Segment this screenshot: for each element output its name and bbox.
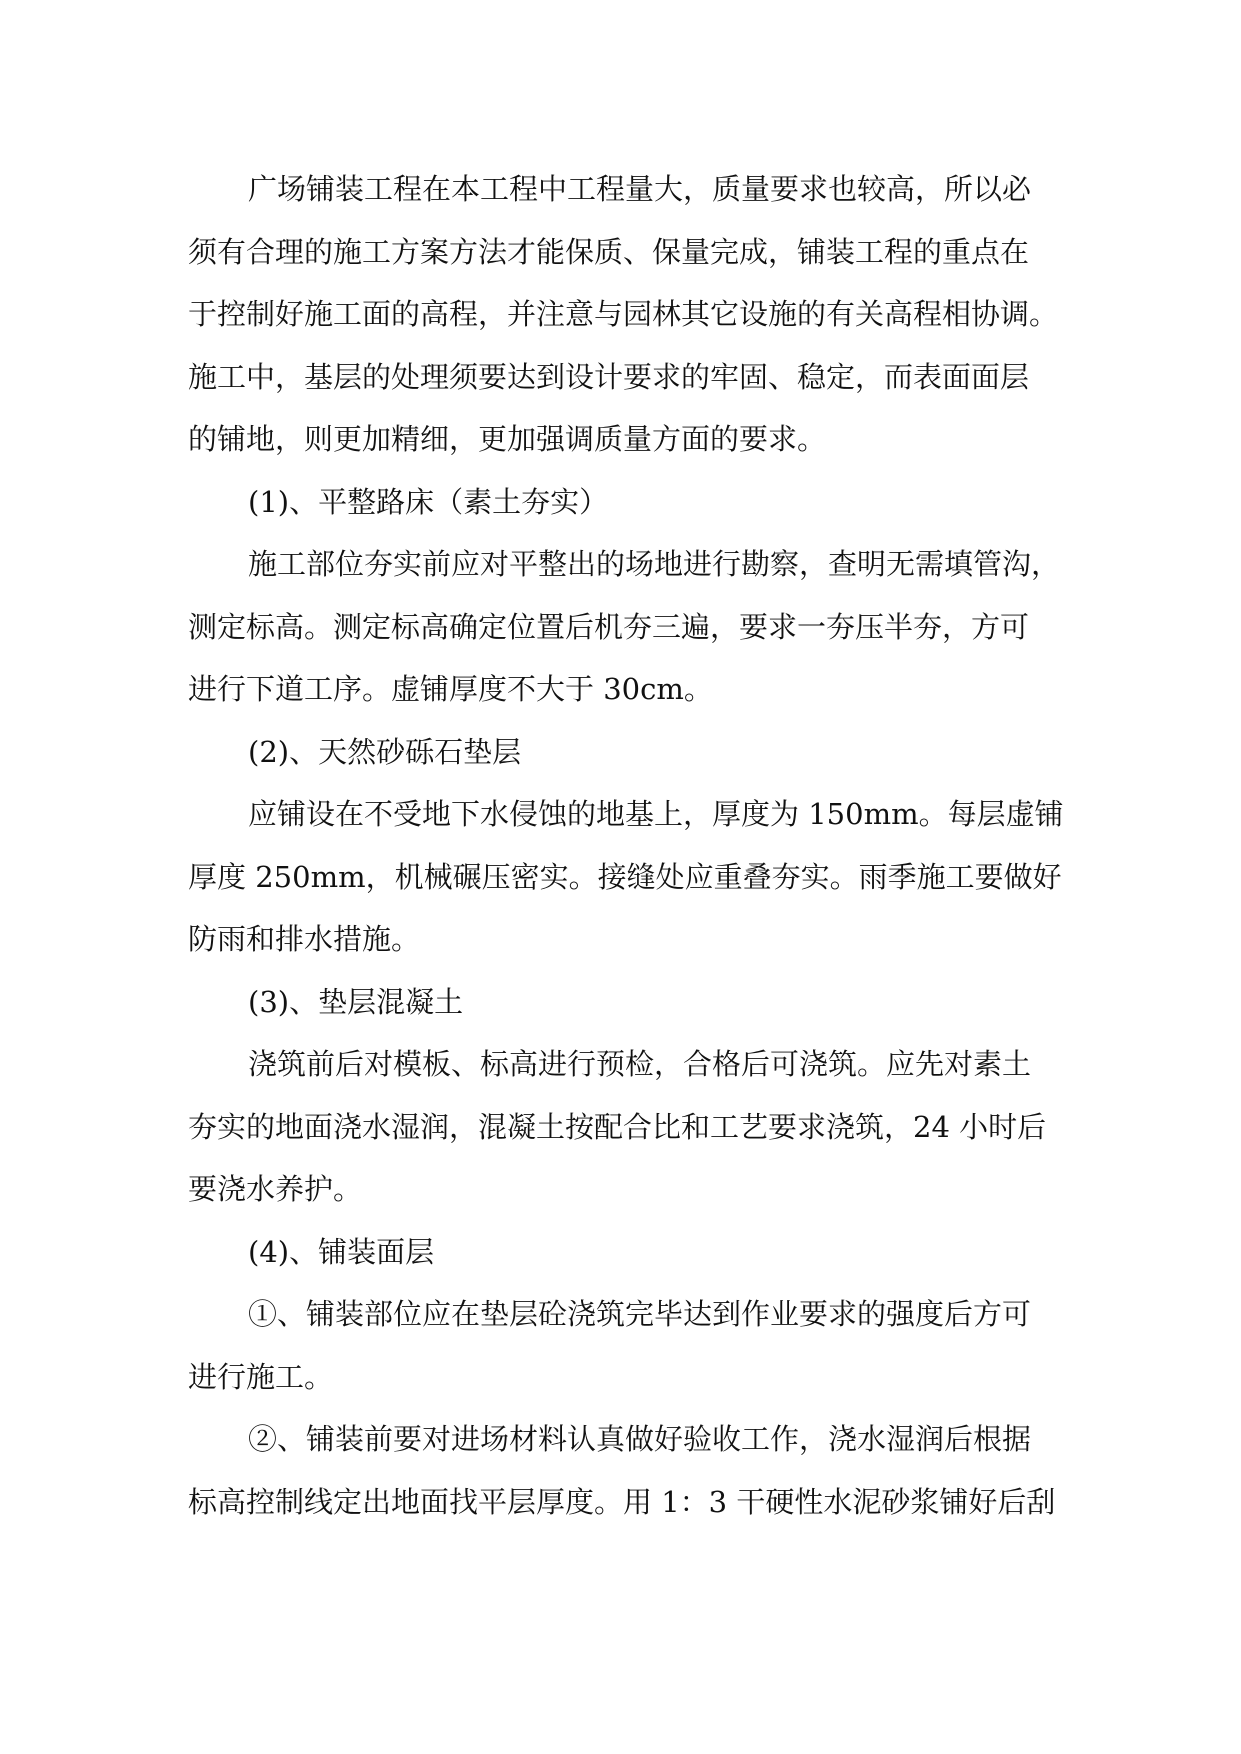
paragraph-line: 防雨和排水措施。 xyxy=(188,922,421,956)
paragraph-section-3 xyxy=(188,1033,1078,1221)
paragraph-line: 广场铺装工程在本工程中工程量大，质量要求也较高，所以必 xyxy=(248,172,1032,206)
paragraph-line: 要浇水养护。 xyxy=(188,1172,363,1206)
paragraph-line: ①、铺装部位应在垫层砼浇筑完毕达到作业要求的强度后方可 xyxy=(248,1297,1032,1331)
section-heading-text: (2)、天然砂砾石垫层 xyxy=(248,734,522,769)
section-heading-4 xyxy=(188,1221,1078,1284)
paragraph-line: 的铺地，则更加精细，更加强调质量方面的要求。 xyxy=(188,422,827,456)
paragraph-section-1 xyxy=(188,533,1078,721)
section-heading-text: (3)、垫层混凝土 xyxy=(248,984,464,1019)
section-heading-text: (1)、平整路床（素土夯实） xyxy=(248,484,609,519)
paragraph-line: 进行下道工序。虚铺厚度不大于 30cm。 xyxy=(188,672,713,706)
paragraph-line: 施工中，基层的处理须要达到设计要求的牢固、稳定，而表面面层 xyxy=(188,359,1030,394)
paragraph-line: 于控制好施工面的高程，并注意与园林其它设施的有关高程相协调。 xyxy=(188,297,1059,331)
paragraph-line: 厚度 250mm，机械碾压密实。接缝处应重叠夯实。雨季施工要做好 xyxy=(188,859,1062,894)
paragraph-line: 测定标高。测定标高确定位置后机夯三遍，要求一夯压半夯，方可 xyxy=(188,609,1030,644)
paragraph-line: 夯实的地面浇水湿润，混凝土按配合比和工艺要求浇筑，24 小时后 xyxy=(188,1109,1047,1144)
section-heading-1 xyxy=(188,471,1078,534)
paragraph-line: 标高控制线定出地面找平层厚度。用 1：3 干硬性水泥砂浆铺好后刮 xyxy=(188,1484,1056,1519)
section-heading-3 xyxy=(188,971,1078,1034)
paragraph-item-2 xyxy=(188,1408,1078,1533)
paragraph-line: 进行施工。 xyxy=(188,1359,334,1394)
section-heading-text: (4)、铺装面层 xyxy=(248,1234,435,1269)
paragraph-line: 应铺设在不受地下水侵蚀的地基上，厚度为 150mm。每层虚铺 xyxy=(248,797,1064,831)
document-body xyxy=(188,158,1078,1533)
paragraph-line: ②、铺装前要对进场材料认真做好验收工作，浇水湿润后根据 xyxy=(248,1422,1032,1456)
section-heading-2 xyxy=(188,721,1078,784)
paragraph-section-2 xyxy=(188,783,1078,971)
paragraph-line: 浇筑前后对模板、标高进行预检，合格后可浇筑。应先对素土 xyxy=(248,1047,1032,1081)
paragraph-intro xyxy=(188,158,1078,471)
paragraph-line: 须有合理的施工方案方法才能保质、保量完成，铺装工程的重点在 xyxy=(188,234,1030,269)
paragraph-line: 施工部位夯实前应对平整出的场地进行勘察，查明无需填管沟， xyxy=(248,547,1061,581)
paragraph-item-1 xyxy=(188,1283,1078,1408)
